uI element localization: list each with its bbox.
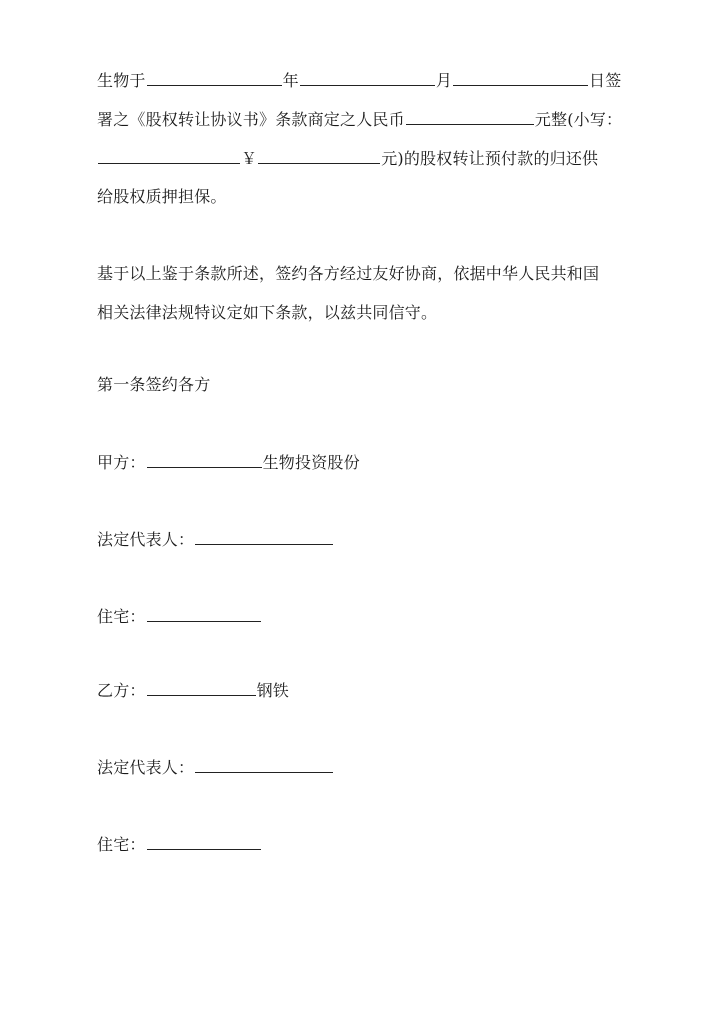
party-a-rep-line [97, 529, 334, 550]
party-a-line [97, 452, 360, 473]
party-b-address-line [97, 834, 262, 855]
party-b-rep-line [97, 757, 334, 778]
month-blank [300, 70, 435, 86]
paragraph-1-line-3 [97, 148, 598, 169]
party-b-blank [147, 680, 256, 696]
paragraph-1-line-4: 给股权质押担保。 [97, 187, 227, 206]
party-b-address-blank [147, 834, 261, 850]
party-b-line [97, 680, 289, 701]
paragraph-1-line-1 [97, 70, 621, 91]
amount-lowercase-blank [98, 148, 240, 164]
party-a-label: 甲方： [97, 453, 146, 472]
party-a-name: 生物投资股份 [262, 453, 360, 472]
party-a-address-label: 住宅： [97, 607, 146, 626]
year-blank [147, 70, 282, 86]
amount-blank [406, 109, 534, 125]
text: ￥ [241, 149, 258, 168]
yuan-blank [258, 148, 380, 164]
party-a-blank [147, 452, 262, 468]
party-b-name: 钢铁 [256, 681, 290, 700]
text: 元整(小写： [534, 110, 623, 129]
text: 日签 [589, 71, 622, 90]
party-b-rep-label: 法定代表人： [97, 758, 195, 777]
party-a-rep-label: 法定代表人： [97, 530, 195, 549]
paragraph-2-line-1: 基于以上鉴于条款所述，签约各方经过友好协商，依据中华人民共和国 [97, 264, 600, 283]
day-blank [453, 70, 588, 86]
text: 生物于 [97, 71, 146, 90]
party-b-rep-blank [195, 757, 333, 773]
text: 元)的股权转让预付款的归还供 [381, 149, 599, 168]
text: 月 [435, 71, 453, 90]
paragraph-2-line-2: 相关法律法规特议定如下条款，以兹共同信守。 [97, 303, 438, 322]
party-b-address-label: 住宅： [97, 835, 146, 854]
article-1-title: 第一条签约各方 [97, 375, 211, 394]
party-a-address-line [97, 606, 262, 627]
party-a-address-blank [147, 606, 261, 622]
text: 署之《股权转让协议书》条款商定之人民币 [97, 110, 405, 129]
party-b-label: 乙方： [97, 681, 146, 700]
text: 年 [282, 71, 299, 90]
party-a-rep-blank [195, 529, 333, 545]
paragraph-1-line-2 [97, 109, 622, 130]
